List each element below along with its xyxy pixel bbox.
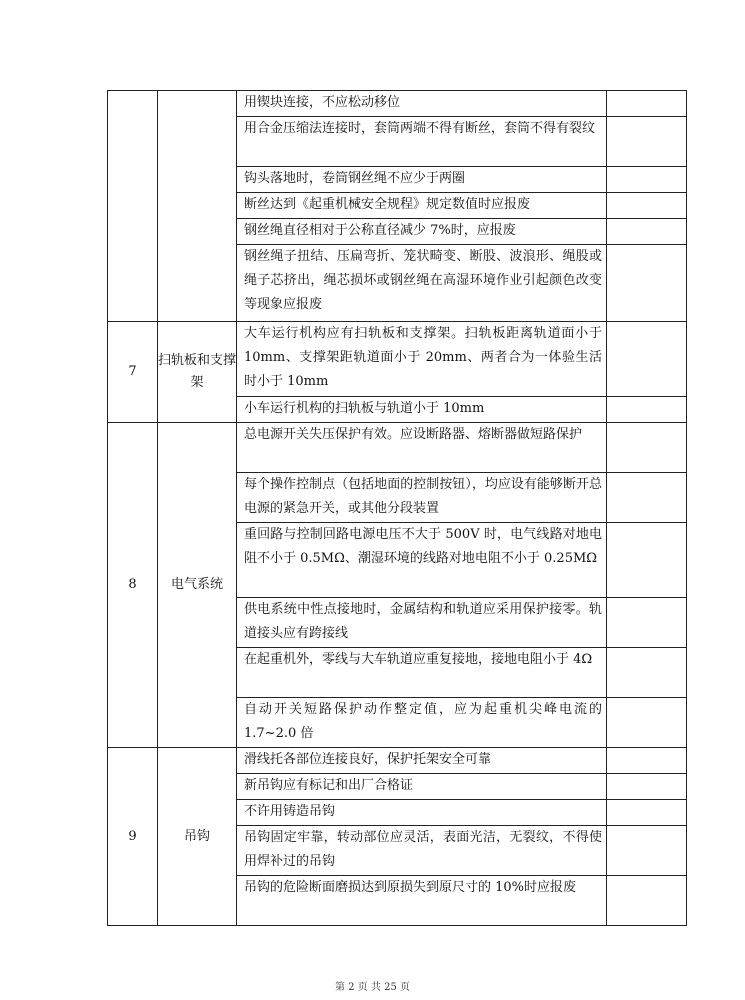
result-cell [607,523,687,598]
result-cell [607,598,687,648]
result-cell [607,876,687,926]
requirement-text: 钩头落地时，卷筒钢丝绳不应少于两圈 [237,167,607,193]
result-cell [607,117,687,167]
inspection-table [107,90,687,926]
requirement-text: 钢丝绳子扭结、压扁弯折、笼状畸变、断股、波浪形、绳股或绳子芯挤出，绳芯损坏或钢丝绳在高湿环境作业引起颜色改变等现象应报废 [237,245,607,322]
result-cell [607,800,687,826]
result-cell [607,219,687,245]
result-cell [607,322,687,397]
requirement-text: 大车运行机构应有扫轨板和支撑架。扫轨板距离轨道面小于 10mm、支撑架距轨道面小于 20mm、两者合为一体验生活时小于 10mm [237,322,607,397]
item-number-cell [108,91,158,322]
requirement-text: 总电源开关失压保护有效。应设断路器、熔断器做短路保护 [237,423,607,473]
requirement-text: 用合金压缩法连接时，套筒两端不得有断丝，套筒不得有裂纹 [237,117,607,167]
requirement-text: 吊钩固定牢靠，转动部位应灵活，表面光洁，无裂纹，不得使用焊补过的吊钩 [237,826,607,876]
result-cell [607,698,687,748]
requirement-text: 断丝达到《起重机械安全规程》规定数值时应报废 [237,193,607,219]
requirement-text: 钢丝绳直径相对于公称直径减少 7%时，应报废 [237,219,607,245]
result-cell [607,748,687,774]
item-category: 吊钩 [158,748,237,926]
page-footer: 第 2 页 共 25 页 [335,982,410,993]
requirement-text: 用锲块连接，不应松动移位 [237,91,607,117]
item-number: 8 [108,423,158,748]
result-cell [607,397,687,423]
result-cell [607,648,687,698]
requirement-text: 在起重机外，零线与大车轨道应重复接地，接地电阻小于 4Ω [237,648,607,698]
item-category-cell [158,91,237,322]
result-cell [607,423,687,473]
result-cell [607,91,687,117]
requirement-text: 重回路与控制回路电源电压不大于 500V 时，电气线路对地电阻不小于 0.5MΩ、潮湿环境的线路对地电阻不小于 0.25MΩ [237,523,607,598]
item-category: 扫轨板和支撑架 [158,322,237,423]
requirement-text: 供电系统中性点接地时，金属结构和轨道应采用保护接零。轨道接头应有跨接线 [237,598,607,648]
requirement-text: 小车运行机构的扫轨板与轨道小于 10mm [237,397,607,423]
requirement-text: 自动开关短路保护动作整定值，应为起重机尖峰电流的 1.7~2.0 倍 [237,698,607,748]
item-category: 电气系统 [158,423,237,748]
table-row [108,423,687,473]
requirement-text: 滑线托各部位连接良好，保护托架安全可靠 [237,748,607,774]
requirement-text: 每个操作控制点（包括地面的控制按钮），均应设有能够断开总电源的紧急开关，或其他分段装置 [237,473,607,523]
item-number: 9 [108,748,158,926]
result-cell [607,473,687,523]
result-cell [607,167,687,193]
table-row [108,91,687,117]
requirement-text: 吊钩的危险断面磨损达到原损失到原尺寸的 10%时应报废 [237,876,607,926]
requirement-text: 不许用铸造吊钩 [237,800,607,826]
result-cell [607,193,687,219]
result-cell [607,245,687,322]
result-cell [607,774,687,800]
table-row [108,748,687,774]
result-cell [607,826,687,876]
item-number: 7 [108,322,158,423]
table-row [108,322,687,397]
requirement-text: 新吊钩应有标记和出厂合格证 [237,774,607,800]
